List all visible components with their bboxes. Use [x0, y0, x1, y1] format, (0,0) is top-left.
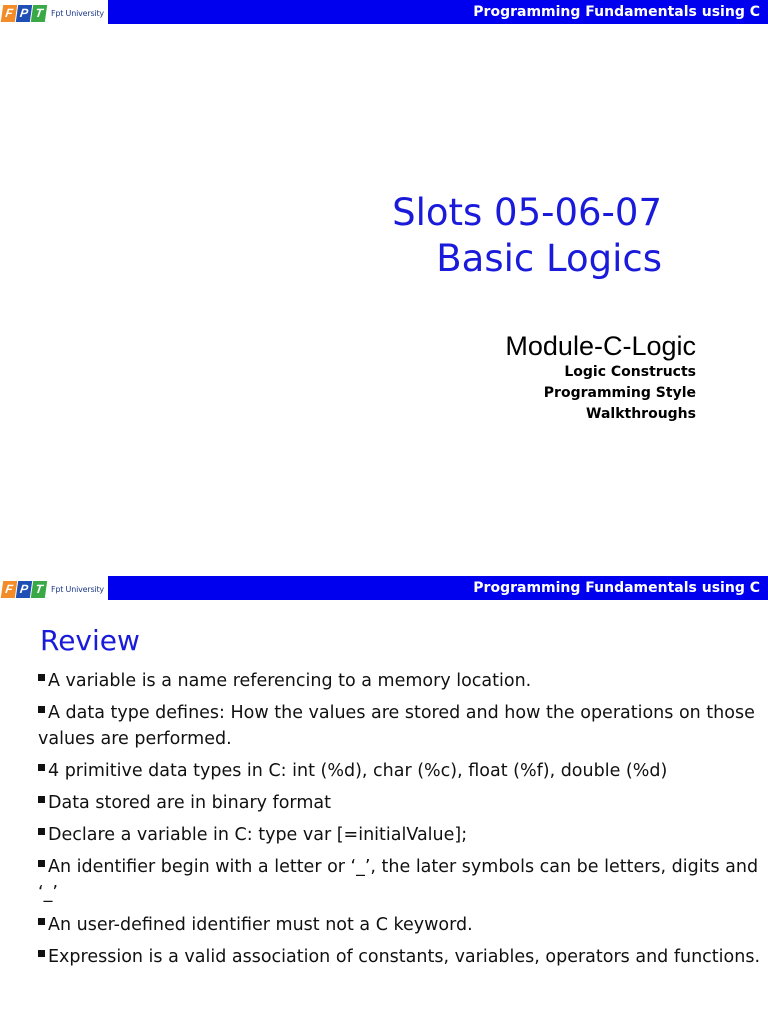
logo-letter-t: T — [31, 581, 47, 598]
bullet-item — [38, 854, 762, 906]
logo-letter-p: P — [16, 581, 32, 598]
course-title: Programming Fundamentals using C — [473, 580, 760, 596]
slide-header — [0, 576, 768, 602]
square-bullet-icon — [38, 796, 45, 803]
square-bullet-icon — [38, 674, 45, 681]
logo-letter-p: P — [16, 5, 32, 22]
square-bullet-icon — [38, 764, 45, 771]
bullet-text: 4 primitive data types in C: int (%d), char (%c), float (%f), double (%d) — [48, 761, 668, 781]
logo-university-text: Fpt University — [51, 8, 104, 18]
topic-item: Programming Style — [543, 385, 696, 401]
square-bullet-icon — [38, 918, 45, 925]
bullet-item — [38, 912, 762, 938]
bullet-text: A data type defines: How the values are stored and how the operations on those values are performed. — [38, 703, 755, 749]
slide-header — [0, 0, 768, 26]
bullet-item — [38, 944, 762, 970]
topic-item: Walkthroughs — [586, 406, 696, 422]
module-subtitle: Module-C-Logic — [505, 331, 696, 361]
topic-item: Logic Constructs — [564, 364, 696, 380]
square-bullet-icon — [38, 706, 45, 713]
review-heading: Review — [40, 624, 140, 657]
bullet-text: Data stored are in binary format — [48, 793, 331, 813]
bullet-text: A variable is a name referencing to a memory location. — [48, 671, 532, 691]
bullet-text: Expression is a valid association of constants, variables, operators and functions. — [48, 947, 761, 967]
logo-university-text: Fpt University — [51, 584, 104, 594]
header-bar — [108, 576, 768, 600]
fpt-logo — [2, 3, 104, 23]
header-bar — [108, 0, 768, 24]
review-slide — [0, 576, 768, 1024]
slide-title — [392, 190, 662, 282]
review-bullet-list — [38, 668, 762, 976]
square-bullet-icon — [38, 950, 45, 957]
title-line-1: Slots 05-06-07 — [392, 191, 662, 234]
bullet-item — [38, 700, 762, 752]
logo-letter-t: T — [31, 5, 47, 22]
topic-list — [544, 362, 696, 425]
logo-letter-f: F — [1, 581, 17, 598]
bullet-text: An user-defined identifier must not a C keyword. — [48, 915, 473, 935]
square-bullet-icon — [38, 828, 45, 835]
bullet-item — [38, 790, 762, 816]
square-bullet-icon — [38, 860, 45, 867]
bullet-text: An identifier begin with a letter or ‘_’, the later symbols can be letters, digits and ‘_’ — [38, 857, 759, 903]
logo-letter-f: F — [1, 5, 17, 22]
title-line-2: Basic Logics — [436, 237, 662, 280]
course-title: Programming Fundamentals using C — [473, 4, 760, 20]
fpt-logo — [2, 579, 104, 599]
bullet-text: Declare a variable in C: type var [=initialValue]; — [48, 825, 468, 845]
bullet-item — [38, 668, 762, 694]
bullet-item — [38, 822, 762, 848]
bullet-item — [38, 758, 762, 784]
